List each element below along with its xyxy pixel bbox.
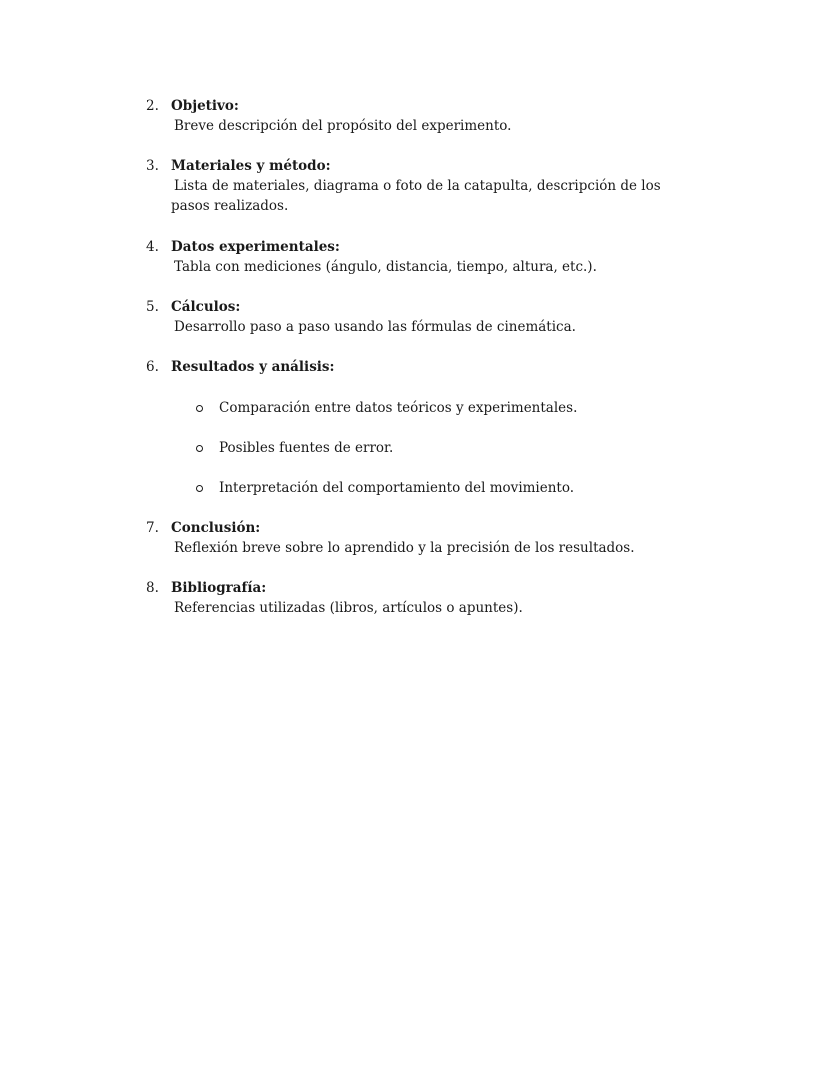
section-number: 8. (146, 580, 159, 596)
section-title: Materiales y método: (171, 158, 331, 174)
section-body: Lista de materiales, diagrama o foto de la catapulta, descripción de los pasos realizados. (171, 178, 661, 214)
hollow-bullet-icon (196, 485, 203, 492)
section-title: Conclusión: (171, 520, 261, 536)
section-body: Reflexión breve sobre lo aprendido y la precisión de los resultados. (174, 540, 635, 556)
section-number: 4. (146, 239, 159, 255)
bullet-text: Interpretación del comportamiento del movimiento. (219, 480, 575, 496)
section-number: 2. (146, 98, 159, 114)
section-body: Tabla con mediciones (ángulo, distancia, tiempo, altura, etc.). (174, 259, 597, 275)
bullet-text: Comparación entre datos teóricos y experimentales. (219, 400, 578, 416)
section-number: 3. (146, 158, 159, 174)
section-title: Objetivo: (171, 98, 239, 114)
section-title: Bibliografía: (171, 580, 267, 596)
section-body: Desarrollo paso a paso usando las fórmulas de cinemática. (174, 319, 576, 335)
section-title: Resultados y análisis: (171, 359, 335, 375)
section-body: Breve descripción del propósito del experimento. (174, 118, 512, 134)
section-number: 7. (146, 520, 159, 536)
section-title: Datos experimentales: (171, 239, 340, 255)
section-body: Referencias utilizadas (libros, artículos o apuntes). (174, 600, 523, 616)
section-number: 6. (146, 359, 159, 375)
hollow-bullet-icon (196, 405, 203, 412)
section-title: Cálculos: (171, 299, 241, 315)
hollow-bullet-icon (196, 445, 203, 452)
section-number: 5. (146, 299, 159, 315)
bullet-text: Posibles fuentes de error. (219, 440, 394, 456)
